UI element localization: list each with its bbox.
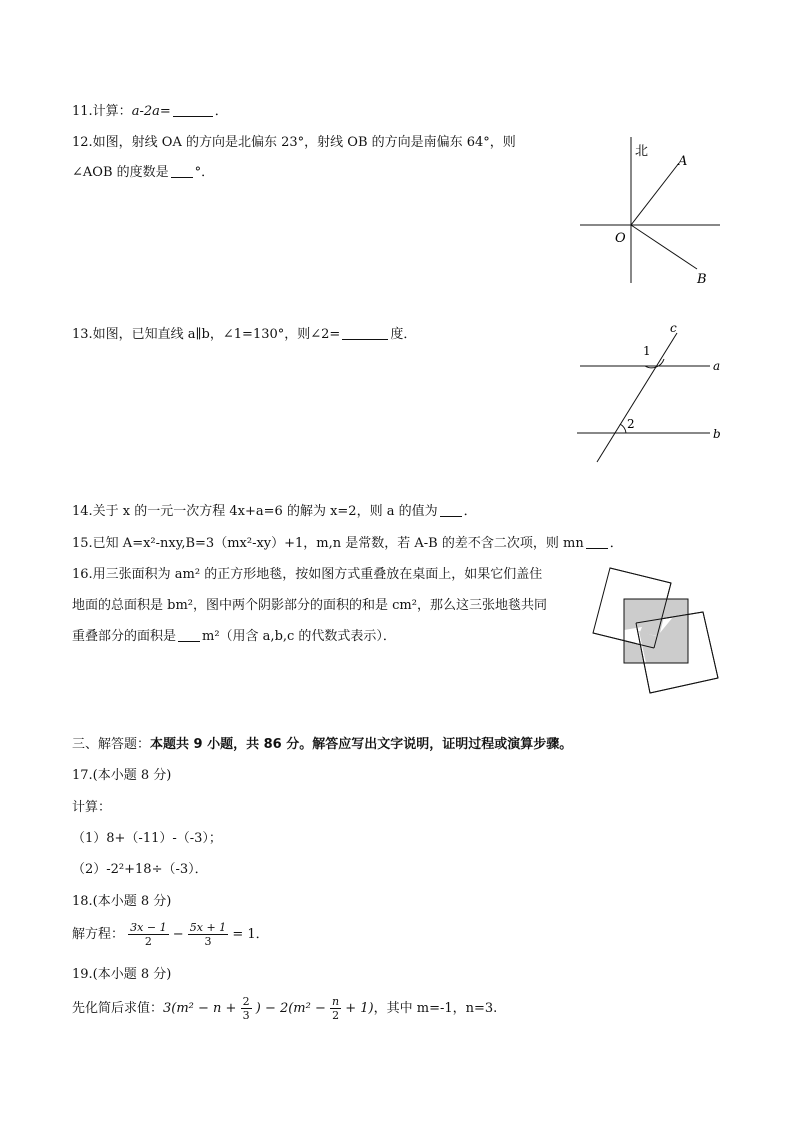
section-3-lead: 三、解答题： <box>72 737 151 752</box>
label-a: A <box>678 154 688 169</box>
question-13 <box>72 326 416 344</box>
section-3-body: 本题共 9 小题，共 86 分。解答应写出文字说明，证明过程或演算步骤。 <box>150 737 573 752</box>
question-15 <box>72 535 623 553</box>
q16-figure <box>588 565 723 700</box>
question-14 <box>72 503 477 521</box>
line-c <box>597 333 677 462</box>
q12-line2-prefix: ∠AOB 的度数是 <box>72 165 169 180</box>
q11-prefix: 11.计算： <box>72 104 132 119</box>
q14-prefix: 14.关于 x 的一元一次方程 4x+a=6 的解为 x=2，则 a 的值为 <box>72 504 438 519</box>
angle-1-arc <box>645 359 664 368</box>
label-b: b <box>713 427 721 441</box>
question-11 <box>72 103 228 121</box>
q18-label: 解方程： <box>72 927 125 942</box>
q17-part-1: （1）8+（-11）-（-3）； <box>72 831 222 846</box>
q12-answer-blank[interactable] <box>171 164 193 178</box>
q19-fraction-2: $\frac{n}{2}$ <box>332 995 340 1022</box>
q16-answer-blank[interactable] <box>178 628 200 642</box>
label-angle-2: 2 <box>627 417 635 431</box>
q19-fraction-1: $\frac{2}{3}$ <box>242 995 250 1022</box>
q18-minus: − <box>172 927 184 942</box>
question-12-line2 <box>72 164 214 182</box>
q18-equation <box>72 920 269 950</box>
label-b: B <box>697 272 707 287</box>
north-label: 北 <box>635 144 649 159</box>
q11-suffix: ． <box>214 104 228 119</box>
q13-suffix: 度． <box>390 327 417 342</box>
q13-answer-blank[interactable] <box>342 326 388 340</box>
q15-prefix: 15.已知 A=x²-nxy,B=3（mx²-xy）+1，m,n 是常数，若 A-B 的差不含二次项，则 mn <box>72 536 584 551</box>
q17-part-2: （2）-2²+18÷（-3）． <box>72 862 208 877</box>
label-angle-1: 1 <box>643 344 651 358</box>
q18-title: 18.(本小题 8 分) <box>72 894 172 909</box>
ray-ob <box>631 225 697 269</box>
q12-line2-suffix: °． <box>194 165 215 180</box>
q19-expr-b: ) − 2(m² − <box>255 1001 326 1016</box>
q11-expr: a-2a= <box>131 104 171 119</box>
q19-expression <box>72 994 497 1024</box>
q16-line3-suffix: m²（用含 a,b,c 的代数式表示）． <box>202 629 396 644</box>
q15-suffix: ． <box>609 536 623 551</box>
q18-rhs: = 1． <box>232 927 269 942</box>
q13-figure <box>575 318 735 468</box>
angle-2-arc <box>620 424 626 433</box>
q19-tail: ，其中 m=-1，n=3. <box>373 1001 498 1016</box>
q13-prefix: 13.如图，已知直线 a∥b，∠1=130°，则∠2= <box>72 327 341 342</box>
q14-answer-blank[interactable] <box>440 503 462 517</box>
q14-suffix: ． <box>463 504 477 519</box>
question-16-line2: 地面的总面积是 bm²，图中两个阴影部分的面积的和是 cm²，那么这三张地毯共同 <box>72 598 547 613</box>
question-12-line1: 12.如图，射线 OA 的方向是北偏东 23°，射线 OB 的方向是南偏东 64°，则 <box>72 135 516 150</box>
q12-figure <box>575 135 725 287</box>
ray-oa <box>631 163 679 225</box>
label-c: c <box>670 321 677 335</box>
question-16-line1: 16.用三张面积为 am² 的正方形地毯，按如图方式重叠放在桌面上，如果它们盖住 <box>72 567 543 582</box>
q17-title: 17.(本小题 8 分) <box>72 768 172 783</box>
q15-answer-blank[interactable] <box>586 535 608 549</box>
q17-instruction: 计算： <box>72 800 112 815</box>
q19-label: 先化简后求值： <box>72 1001 164 1016</box>
q11-answer-blank[interactable] <box>173 103 213 117</box>
q18-fraction-1: $\frac{3x - 1}{2}$ <box>130 921 167 948</box>
q19-title: 19.(本小题 8 分) <box>72 967 172 982</box>
q19-expr-c: + 1) <box>345 1001 374 1016</box>
q16-line3-prefix: 重叠部分的面积是 <box>72 629 177 644</box>
q18-fraction-2: $\frac{5x + 1}{3}$ <box>189 921 227 948</box>
section-3-header <box>72 736 572 754</box>
label-a: a <box>713 359 721 373</box>
label-o: O <box>615 231 626 246</box>
q19-expr-a: 3(m² − n + <box>163 1001 237 1016</box>
question-16-line3 <box>72 628 396 646</box>
